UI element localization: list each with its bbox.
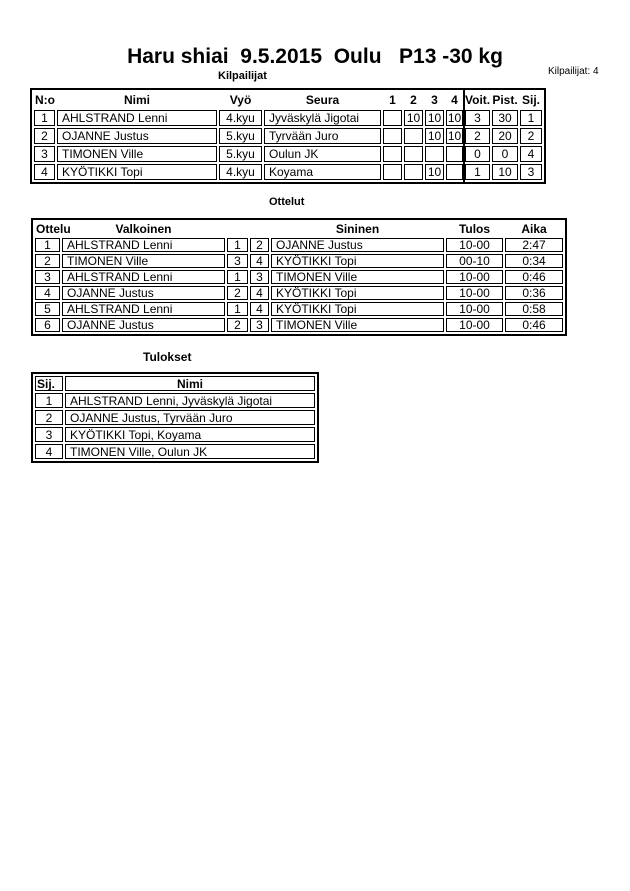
kilpailijat-table: [30, 88, 546, 184]
cell-aika: 0:46: [505, 318, 563, 332]
col-header-pist: Pist.: [492, 93, 518, 107]
table-header-row: [34, 92, 542, 108]
table-row: [34, 110, 542, 126]
cell-pist: 30: [492, 110, 518, 126]
cell-sij: 2: [35, 410, 63, 425]
cell-round-4: 10: [447, 111, 462, 125]
cell-round-3: [425, 146, 444, 162]
cell-valkoinen: AHLSTRAND Lenni: [62, 270, 225, 284]
cell-sij: 1: [35, 393, 63, 408]
cell-seura: Tyrvään Juro: [264, 128, 381, 144]
cell-ottelu: 4: [35, 286, 60, 300]
tulokset-section-title: Tulokset: [143, 350, 192, 364]
cell-ottelu: 5: [35, 302, 60, 316]
cell-round-2: [404, 128, 423, 144]
cell-aika: 0:34: [505, 254, 563, 268]
col-header-no: N:o: [35, 93, 55, 107]
cell-seura: Oulun JK: [264, 146, 381, 162]
cell-no: 3: [34, 146, 55, 162]
cell-sininen: TIMONEN Ville: [271, 318, 444, 332]
cell-vyo: 4.kyu: [219, 164, 262, 180]
cell-nimi: AHLSTRAND Lenni: [57, 110, 217, 126]
kilpailijat-section-title: Kilpailijat: [218, 70, 267, 82]
cell-blue-number: 3: [250, 270, 269, 284]
cell-no: 4: [34, 164, 55, 180]
cell-seura: Jyväskylä Jigotai: [264, 110, 381, 126]
cell-sininen: OJANNE Justus: [271, 238, 444, 252]
cell-white-number: 1: [227, 302, 248, 316]
col-header-aika: Aika: [521, 222, 547, 236]
cell-white-number: 2: [227, 286, 248, 300]
cell-white-number: 1: [227, 238, 248, 252]
cell-nimi: TIMONEN Ville: [57, 146, 217, 162]
cell-nimi: KYÖTIKKI Topi: [57, 164, 217, 180]
table-header-row: [35, 376, 315, 391]
cell-round-3: 10: [425, 128, 444, 144]
cell-sininen: KYÖTIKKI Topi: [271, 254, 444, 268]
cell-nimi: AHLSTRAND Lenni, Jyväskylä Jigotai: [65, 393, 315, 408]
col-header-vyo: Vyö: [229, 93, 252, 107]
cell-round-1: [383, 128, 402, 144]
cell-round-4: [446, 146, 463, 162]
cell-sininen: KYÖTIKKI Topi: [271, 286, 444, 300]
cell-round-3: 10: [425, 110, 444, 126]
cell-nimi: TIMONEN Ville, Oulun JK: [65, 444, 315, 459]
col-header-nimi: Nimi: [123, 93, 150, 107]
cell-no: 1: [34, 110, 55, 126]
competitors-count: Kilpailijat: 4: [548, 66, 599, 77]
cell-seura: Koyama: [264, 164, 381, 180]
col-header-round-3: 3: [431, 93, 438, 107]
cell-pist: 0: [492, 146, 518, 162]
table-row: [35, 270, 563, 284]
cell-vyo: 5.kyu: [219, 146, 262, 162]
cell-sij: 3: [520, 164, 542, 180]
col-header-white-number: [227, 222, 248, 236]
cell-vyo: 5.kyu: [219, 128, 262, 144]
cell-tulos: 00-10: [446, 254, 503, 268]
cell-voit: 3: [465, 110, 490, 126]
cell-vyo: 4.kyu: [219, 110, 262, 126]
cell-blue-number: 3: [250, 318, 269, 332]
cell-sininen: TIMONEN Ville: [271, 270, 444, 284]
col-header-round-4: 4: [451, 93, 458, 107]
cell-sij: 1: [520, 110, 542, 126]
table-row: [35, 238, 563, 252]
col-header-nimi: Nimi: [65, 376, 315, 391]
cell-nimi: OJANNE Justus: [57, 128, 217, 144]
table-row: [35, 318, 563, 332]
cell-white-number: 1: [227, 270, 248, 284]
col-header-tulos: Tulos: [458, 222, 491, 236]
table-row: [34, 164, 542, 180]
tulokset-table: [31, 372, 319, 463]
cell-white-number: 3: [227, 254, 248, 268]
group-separator-line: [463, 90, 465, 182]
cell-valkoinen: AHLSTRAND Lenni: [62, 238, 225, 252]
cell-aika: 0:58: [505, 302, 563, 316]
page-title: Haru shiai 9.5.2015 Oulu P13 -30 kg: [127, 45, 503, 68]
cell-pist: 10: [492, 164, 518, 180]
table-row: [35, 444, 315, 459]
cell-sij: 4: [35, 444, 63, 459]
cell-aika: 0:36: [505, 286, 563, 300]
col-header-sij: Sij.: [35, 376, 63, 391]
cell-ottelu: 1: [35, 238, 60, 252]
cell-round-2: [404, 164, 423, 180]
cell-sininen: KYÖTIKKI Topi: [271, 302, 444, 316]
cell-round-2: 10: [404, 110, 423, 126]
cell-ottelu: 2: [35, 254, 60, 268]
cell-tulos: 10-00: [446, 286, 503, 300]
table-row: [35, 254, 563, 268]
cell-valkoinen: OJANNE Justus: [62, 318, 225, 332]
cell-aika: 2:47: [505, 238, 563, 252]
table-row: [35, 302, 563, 316]
cell-no: 2: [34, 128, 55, 144]
table-row: [34, 128, 542, 144]
cell-blue-number: 4: [250, 286, 269, 300]
cell-round-3: 10: [425, 164, 444, 180]
cell-blue-number: 4: [250, 302, 269, 316]
cell-sij: 2: [520, 128, 542, 144]
cell-round-4: [446, 164, 463, 180]
col-header-seura: Seura: [305, 93, 340, 107]
cell-voit: 0: [465, 146, 490, 162]
cell-round-1: [383, 164, 402, 180]
table-row: [35, 393, 315, 408]
table-row: [35, 410, 315, 425]
cell-valkoinen: TIMONEN Ville: [62, 254, 225, 268]
cell-sij: 3: [35, 427, 63, 442]
col-header-sij: Sij.: [521, 93, 540, 107]
cell-white-number: 2: [227, 318, 248, 332]
cell-ottelu: 6: [35, 318, 60, 332]
ottelut-table: [31, 218, 567, 336]
table-header-row: [35, 222, 563, 236]
cell-round-2: [404, 146, 423, 162]
col-header-voit: Voit.: [465, 93, 491, 107]
cell-nimi: OJANNE Justus, Tyrvään Juro: [65, 410, 315, 425]
cell-tulos: 10-00: [446, 238, 503, 252]
col-header-sininen: Sininen: [335, 222, 380, 236]
cell-round-1: [383, 146, 402, 162]
cell-round-4: 10: [447, 129, 462, 143]
table-row: [34, 146, 542, 162]
cell-pist: 20: [492, 128, 518, 144]
cell-valkoinen: OJANNE Justus: [62, 286, 225, 300]
ottelut-section-title: Ottelut: [269, 196, 305, 208]
col-header-blue-number: [250, 222, 269, 236]
cell-voit: 1: [465, 164, 490, 180]
col-header-round-1: 1: [389, 93, 396, 107]
cell-round-1: [383, 110, 402, 126]
cell-ottelu: 3: [35, 270, 60, 284]
cell-sij: 4: [520, 146, 542, 162]
table-row: [35, 427, 315, 442]
table-row: [35, 286, 563, 300]
cell-voit: 2: [465, 128, 490, 144]
cell-blue-number: 2: [250, 238, 269, 252]
col-header-ottelu: Ottelu: [36, 222, 71, 236]
col-header-valkoinen: Valkoinen: [115, 222, 172, 236]
col-header-round-2: 2: [410, 93, 417, 107]
cell-tulos: 10-00: [446, 318, 503, 332]
cell-valkoinen: AHLSTRAND Lenni: [62, 302, 225, 316]
cell-nimi: KYÖTIKKI Topi, Koyama: [65, 427, 315, 442]
cell-tulos: 10-00: [446, 302, 503, 316]
cell-tulos: 10-00: [446, 270, 503, 284]
cell-blue-number: 4: [250, 254, 269, 268]
cell-aika: 0:46: [505, 270, 563, 284]
